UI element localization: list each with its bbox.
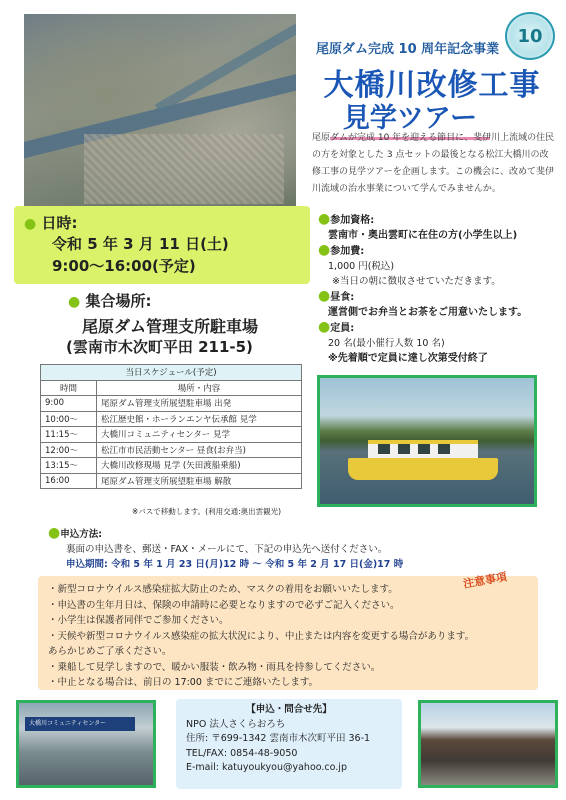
fee-heading bbox=[318, 243, 558, 259]
schedule-place: 松江市市民活動センター 昼食(お弁当) bbox=[97, 442, 302, 458]
lunch-value: 運営側でお弁当とお茶をご用意いたします。 bbox=[328, 307, 528, 318]
schedule-note: ※バスで移動します。(利用交通:奥出雲観光) bbox=[132, 507, 282, 516]
venue-heading bbox=[68, 290, 151, 311]
eligibility-heading bbox=[318, 212, 558, 228]
eligibility-label: 参加資格: bbox=[330, 215, 375, 226]
notice-item: ・新型コロナウイルス感染症拡大防止のため、マスクの着用をお願いいたします。 bbox=[48, 584, 398, 595]
boat-window-shape bbox=[378, 444, 390, 454]
boat-window-shape bbox=[418, 444, 430, 454]
schedule-time: 9:00 bbox=[41, 396, 97, 412]
page-title-sub: 見学ツアー bbox=[330, 96, 490, 140]
schedule-time: 11:15〜 bbox=[41, 427, 97, 443]
townscape-photo bbox=[418, 700, 558, 788]
fee-value: 1,000 円(税込) bbox=[328, 261, 395, 272]
aerial-photo bbox=[24, 14, 296, 214]
capacity-value: 20 名(最小催行人数 10 名) bbox=[328, 338, 445, 349]
table-row bbox=[41, 411, 302, 427]
community-center-sign: 大橋川コミュニティセンター bbox=[25, 717, 135, 731]
date-value: 令和 5 年 3 月 11 日(土) bbox=[52, 235, 229, 253]
table-row bbox=[41, 396, 302, 412]
contact-org: NPO 法人さくらおろち bbox=[186, 718, 286, 730]
schedule-title: 当日スケジュール(予定) bbox=[41, 365, 302, 381]
schedule-col-place: 場所・内容 bbox=[97, 380, 302, 396]
schedule-time: 16:00 bbox=[41, 473, 97, 489]
table-row bbox=[41, 473, 302, 489]
venue-label: 集合場所: bbox=[85, 292, 152, 310]
eligibility-value: 雲南市・奥出雲町に在住の方(小学生以上) bbox=[328, 230, 518, 241]
event-subtitle: 尾原ダム完成 10 周年記念事業 bbox=[316, 42, 500, 57]
table-row bbox=[41, 458, 302, 474]
bullet-icon: ● bbox=[68, 294, 81, 310]
participation-info bbox=[318, 212, 558, 366]
bullet-icon: ● bbox=[318, 211, 331, 227]
lunch-label: 昼食: bbox=[330, 292, 355, 303]
contact-address: 住所: 〒699-1342 雲南市木次町平田 36-1 bbox=[186, 733, 371, 744]
boat-photo bbox=[317, 375, 537, 507]
venue-address: (雲南市木次町平田 211-5) bbox=[66, 338, 253, 356]
apply-heading bbox=[48, 526, 403, 542]
bullet-icon: ● bbox=[318, 319, 331, 335]
lunch-heading bbox=[318, 289, 558, 305]
schedule-place: 尾原ダム管理支所展望駐車場 解散 bbox=[97, 473, 302, 489]
venue-name: 尾原ダム管理支所駐車場 bbox=[82, 317, 259, 336]
contact-box bbox=[176, 699, 402, 789]
date-label: 日時: bbox=[41, 214, 78, 232]
bullet-icon: ● bbox=[318, 242, 331, 258]
schedule-col-time: 時間 bbox=[41, 380, 97, 396]
table-row bbox=[41, 427, 302, 443]
intro-text: 尾原ダムが完成 10 年を迎える節目に、斐伊川上流域の住民の方を対象とした 3 点セットの最後となる松江大橋川の改修工事の見学ツアーを企画します。この機会に、改めて斐伊川流域の治水事業について学んでみませんか。 bbox=[312, 133, 555, 194]
schedule-time: 12:00〜 bbox=[41, 442, 97, 458]
notice-item: ・中止となる場合は、前日の 17:00 までにご連絡いたします。 bbox=[48, 677, 319, 688]
contact-email[interactable]: E-mail: katuyoukyou@yahoo.co.jp bbox=[186, 762, 347, 773]
boat-window-shape bbox=[438, 444, 450, 454]
time-value: 9:00〜16:00(予定) bbox=[52, 257, 196, 275]
town-texture bbox=[84, 134, 284, 204]
community-center-photo bbox=[16, 700, 156, 788]
apply-period: 申込期間: 令和 5 年 1 月 23 日(月)12 時 〜 令和 5 年 2 月 17 日(金)17 時 bbox=[66, 559, 404, 570]
schedule-time: 10:00〜 bbox=[41, 411, 97, 427]
bullet-icon: ● bbox=[318, 288, 331, 304]
boat-hull-shape bbox=[348, 458, 498, 480]
apply-label: 申込方法: bbox=[60, 529, 103, 540]
schedule-place: 松江歴史館・ホーランエンヤ伝承館 見学 bbox=[97, 411, 302, 427]
date-box bbox=[14, 206, 310, 284]
bullet-icon: ● bbox=[24, 216, 37, 232]
contact-title: 【申込・問合せ先】 bbox=[246, 704, 332, 715]
schedule-place: 大橋川コミュニティセンター 見学 bbox=[97, 427, 302, 443]
schedule-place: 大橋川改修現場 見学 (矢田渡船乗船) bbox=[97, 458, 302, 474]
application-section bbox=[48, 526, 403, 572]
emblem-number: 10 bbox=[517, 25, 543, 47]
capacity-label: 定員: bbox=[330, 323, 355, 334]
notice-item: ・天候や新型コロナウイルス感染症の拡大状況により、中止または内容を変更する場合があります。 bbox=[48, 630, 475, 642]
page-title: 大橋川改修工事 bbox=[323, 68, 541, 103]
notice-box bbox=[38, 576, 538, 690]
notice-item: ・申込書の生年月日は、保険の申請時に必要となりますので必ずご記入ください。 bbox=[48, 599, 400, 611]
notice-tag: 注意事項 bbox=[462, 570, 508, 591]
contact-tel: TEL/FAX: 0854-48-9050 bbox=[186, 747, 298, 759]
schedule-place: 尾原ダム管理支所展望駐車場 出発 bbox=[97, 396, 302, 412]
capacity-heading bbox=[318, 320, 558, 336]
anniversary-emblem-icon bbox=[505, 12, 555, 60]
notice-item: あらかじめご了承ください。 bbox=[48, 646, 172, 657]
fee-note: ※当日の朝に徴収させていただきます。 bbox=[332, 276, 501, 287]
table-row bbox=[41, 442, 302, 458]
schedule-table bbox=[40, 364, 302, 489]
notice-item: ・乗船して見学しますので、暖かい服装・飲み物・雨具を持参してください。 bbox=[48, 661, 381, 673]
notice-item: ・小学生は保護者同伴でご参加ください。 bbox=[48, 615, 229, 626]
boat-window-shape bbox=[398, 444, 410, 454]
capacity-note: ※先着順で定員に達し次第受付終了 bbox=[328, 353, 488, 364]
fee-label: 参加費: bbox=[330, 246, 365, 257]
bullet-icon: ● bbox=[48, 525, 61, 541]
schedule-time: 13:15〜 bbox=[41, 458, 97, 474]
apply-text: 裏面の申込書を、郵送・FAX・メールにて、下記の申込先へ送付ください。 bbox=[66, 544, 388, 555]
date-heading bbox=[24, 212, 300, 233]
